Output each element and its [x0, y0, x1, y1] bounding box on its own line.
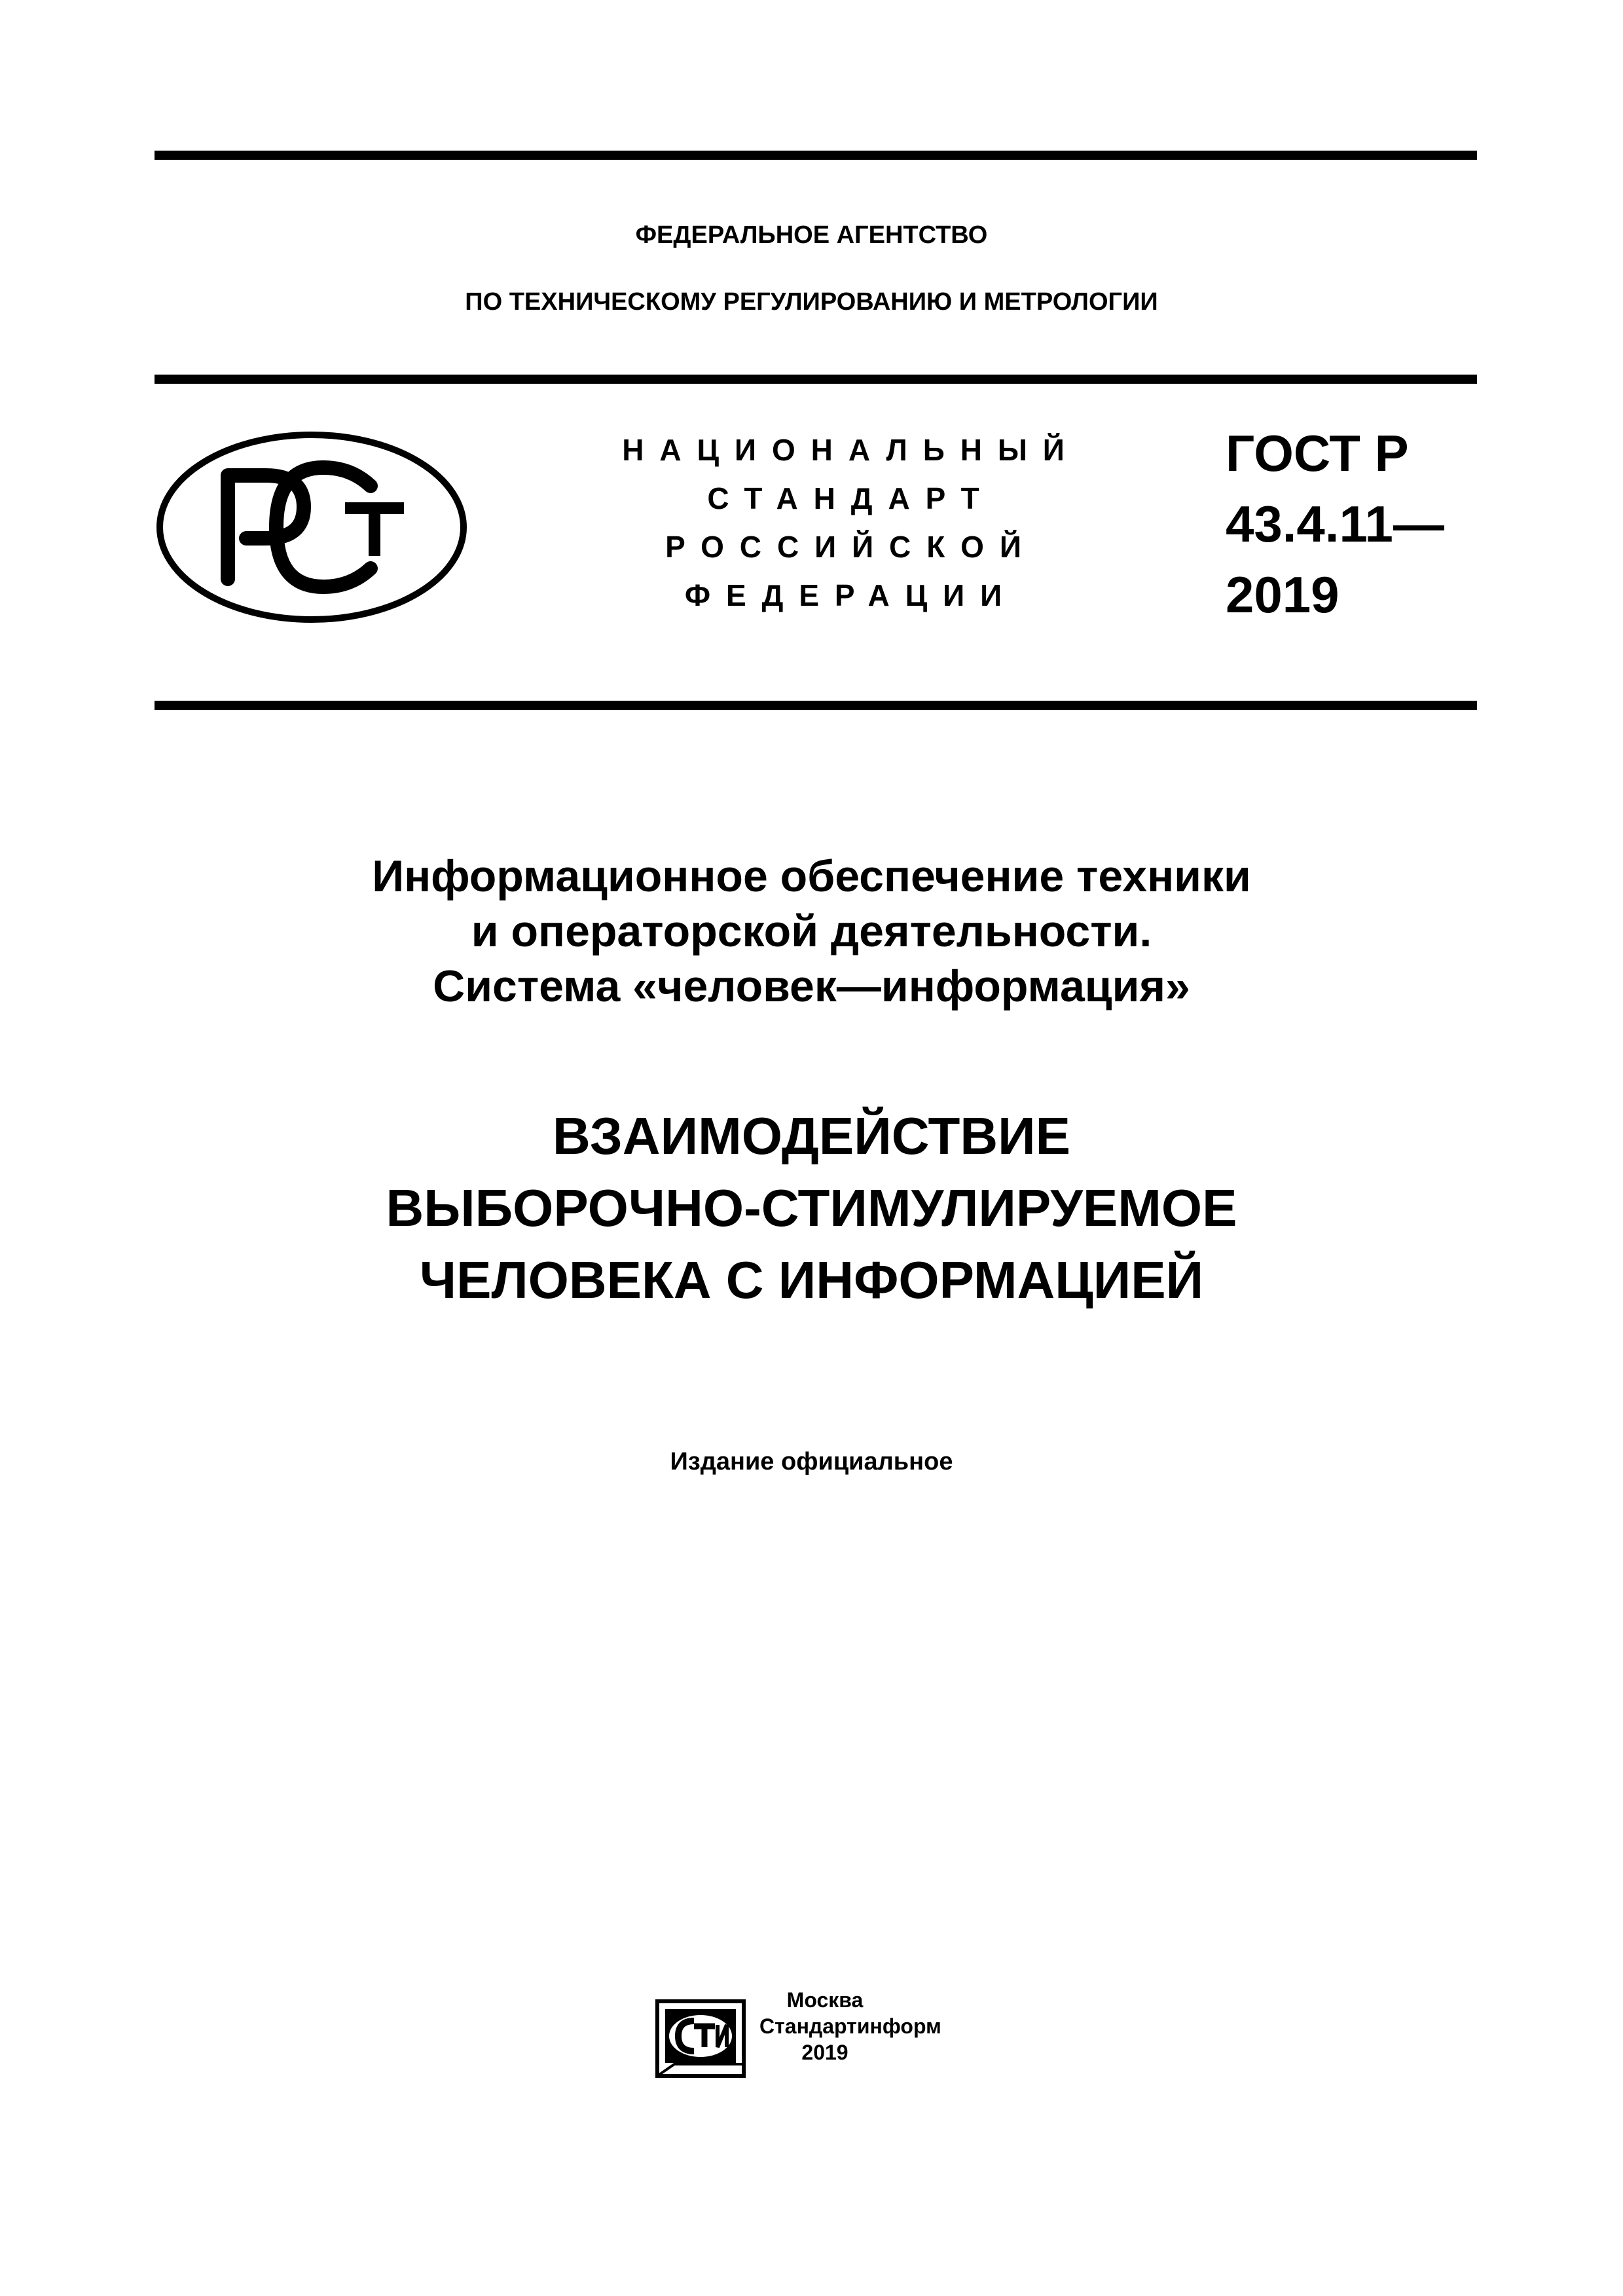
top-rule [155, 151, 1477, 160]
subtitle-line: Информационное обеспечение техники [372, 851, 1251, 901]
gost-line: 43.4.11— [1226, 495, 1444, 553]
national-line: ФЕДЕРАЦИИ [684, 578, 1018, 612]
publisher-name: Стандартинформ [759, 2014, 941, 2038]
subtitle-line: Система «человек—информация» [433, 961, 1190, 1011]
header-rule [155, 375, 1477, 384]
gost-number [1226, 418, 1474, 630]
document-title [0, 1100, 1623, 1316]
mid-rule [155, 701, 1477, 710]
edition-label: Издание официальное [670, 1448, 953, 1475]
agency-line-2: ПО ТЕХНИЧЕСКОМУ РЕГУЛИРОВАНИЮ И МЕТРОЛОГИИ [465, 288, 1158, 316]
gost-line: ГОСТ Р [1226, 424, 1409, 482]
rst-logo-icon [155, 430, 469, 625]
title-line: ЧЕЛОВЕКА С ИНФОРМАЦИЕЙ [419, 1251, 1204, 1309]
title-line: ВЗАИМОДЕЙСТВИЕ [552, 1107, 1071, 1165]
gost-line: 2019 [1226, 566, 1340, 623]
publisher-block [759, 1987, 941, 2065]
subtitle-line: и операторской деятельности. [471, 906, 1152, 956]
standartinform-logo-icon [655, 1999, 746, 2079]
national-line: СТАНДАРТ [707, 481, 995, 515]
national-line: РОССИЙСКОЙ [665, 530, 1037, 564]
national-standard-label [576, 426, 1126, 620]
publisher-city: Москва [786, 1988, 864, 2012]
publisher-year: 2019 [801, 2041, 848, 2064]
agency-line-1: ФЕДЕРАЛЬНОЕ АГЕНТСТВО [635, 221, 988, 249]
document-subtitle [0, 849, 1623, 1014]
title-line: ВЫБОРОЧНО-СТИМУЛИРУЕМОЕ [386, 1179, 1237, 1237]
national-line: НАЦИОНАЛЬНЫЙ [622, 433, 1080, 467]
